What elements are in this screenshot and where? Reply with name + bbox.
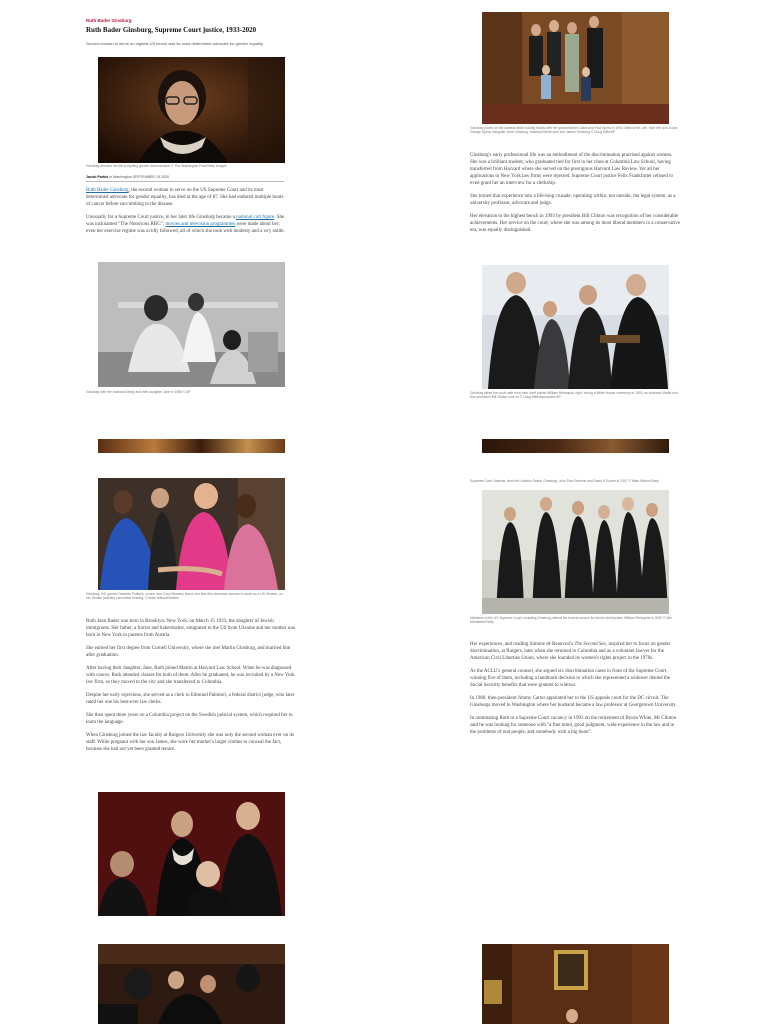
- article-kicker[interactable]: Ruth Bader Ginsburg: [86, 18, 132, 23]
- book-title-the-second-sex: The Second Sex: [574, 642, 606, 647]
- national-cult-figure-link[interactable]: national cult figure: [236, 215, 275, 220]
- ruth-bader-ginsburg-link[interactable]: Ruth Bader Ginsburg: [86, 188, 129, 193]
- photo-court-ceremony[interactable]: [98, 944, 285, 1024]
- photo-justices-funeral[interactable]: [482, 490, 669, 614]
- author-name[interactable]: Jacob Parkis: [86, 175, 109, 179]
- article-title: Ruth Bader Ginsburg, Supreme Court justice, 1933-2020: [86, 26, 257, 34]
- paragraph-7: She then spent three years on a Columbia project on the Swedish judicial system, which required her to learn the language.: [86, 713, 293, 725]
- paragraph-r1: Ginsburg's early professional life was an embodiment of the discrimination practised against women. She was a brilliant student, who graduated tied for first in her class at Columbia Law School, having transferred from Harvard where she served on the prestigious Harvard Law Review. Yet all her applications to New York law firms were rejected. Supreme Court justice Felix Frankfurter refused to even grant her an interview for a clerkship.: [470, 153, 674, 186]
- paragraph-r2: She turned that experience into a life-long crusade, operating within, not outside, the legal system, as a university professor, advocate and judge.: [470, 194, 676, 206]
- photo-strip-left[interactable]: [98, 439, 285, 453]
- byline-divider: [86, 181, 284, 182]
- paragraph-r5: As the ACLU's general counsel, she argued six discrimination cases in front of the Supreme Court, winning five of them, including a landmark decision in which she represented a widower denied the Social Security benefits that were granted to widows.: [470, 669, 670, 688]
- photo-family-group[interactable]: [482, 12, 669, 124]
- paragraph-r3: Her elevation to the highest bench in 1993 by president Bill Clinton was recognition of her considerable achievements. Her service on the court, where she was among its most liberal members in a conservative era, was equally distinguished.: [470, 214, 680, 233]
- biography-text: [86, 618, 298, 753]
- paragraph-5: After having their daughter, Jane, Ruth joined Martin at Harvard Law School. When he was diagnosed with cancer, Ruth attended classes for both of them. After he graduated, he was recruited by a New York law firm, so they moved to the city and she transferred to Columbia.: [86, 666, 295, 685]
- byline: [86, 175, 286, 179]
- paragraph-r6: In 1980, then-president Jimmy Carter appointed her to the US appeals court for the DC circuit. The Ginsburgs moved to Washington where her husband became a law professor at Georgetown University.: [470, 696, 677, 708]
- caption-portrait: Ginsburg devoted her life to fighting gender discrimination © The Washington Post/Getty Images: [86, 164, 227, 168]
- caption-family-group: Ginsburg poses for the camera while holding hands with her grandchildren Clara and Paul Spera in 1993. Behind her, are, from left: son-in-law George Spera, daughter Jane Ginsburg, husband Martin and son James Ginsburg © Doug Mills/AP: [470, 126, 678, 134]
- photo-family-bw[interactable]: [98, 262, 285, 387]
- photo-swearing-in[interactable]: [482, 265, 669, 389]
- paragraph-r4-a: Her experiences, and reading Simone de Beauvoir's: [470, 642, 575, 647]
- paragraph-2-c: were made about her; even her exercise regime was avidly followed, all of which she took with modesty and a wry smile.: [86, 222, 285, 234]
- photo-greeting[interactable]: [98, 478, 285, 590]
- paragraph-8: When Ginsburg joined the law faculty at Rutgers University she was only the second woman ever on its staff. While pregnant with her son James, she wore her mother's larger clothes to conceal the fact, because she had not yet been granted tenure.: [86, 733, 295, 752]
- caption-justices-2007: Supreme Court Justices, from left: Antonin Scalia, Ginsburg, John Paul Stevens and David H Souter in 2007 © Mark Wilson/Getty: [470, 479, 659, 483]
- photo-ginsburg-portrait[interactable]: [98, 57, 285, 163]
- career-text: [470, 152, 680, 234]
- photo-office-portrait[interactable]: [482, 944, 669, 1024]
- movies-tv-link[interactable]: movies and television programmes: [165, 222, 236, 227]
- paragraph-2-a: Unusually for a Supreme Court justice, in her later life Ginsburg became a: [86, 215, 237, 220]
- intro-text: [86, 187, 286, 235]
- photo-strip-right[interactable]: [482, 439, 669, 453]
- caption-greeting: Ginsburg, left, greets Charlotte Puttilein, centre, and Carol Moseley Braun, the first Afro-American woman to serve as a US Senator, on her Senate judiciary committee hearing, © Mark Wilson/Reuters: [86, 592, 283, 600]
- paragraph-3: Ruth Joan Bader was born in Brooklyn, New York, on March 15 1933, the daughter of Jewish immigrants. Her father, a furrier and haberdasher, emigrated to the US from Ukraine and her mother was born in New York to parents from Austria.: [86, 619, 296, 638]
- paragraph-6: Despite her early rejections, she served as a clerk to Edmund Palmieri, a federal district judge, who later rated her one his best-ever law clerks.: [86, 693, 295, 705]
- paragraph-r4-b: , inspired her to focus on gender discrimination, at Rutgers, later when she returned to Columbia and as a volunteer lawyer for the American Civil Liberties Union, where she founded its women's rights project in the 1970s.: [470, 642, 671, 661]
- paragraph-2: [86, 214, 286, 235]
- article-subtitle: Second woman to serve on highest US bench was its most determined advocate for gender equality: [86, 41, 263, 46]
- caption-swearing-in: Ginsburg takes the court oath from then chief justice William Rehnquist, right, during a White House ceremony in 1993, as husband Martin and then president Bill Clinton look on © Doug Mills/Associated AP: [470, 391, 678, 399]
- caption-funeral: Members of the US Supreme Court, including Ginsburg, attend the funeral service for former chief justice William Rehnquist in 2005 © Win McNamee/Getty: [470, 616, 672, 624]
- advocacy-text: [470, 641, 680, 736]
- paragraph-1: [86, 187, 286, 208]
- paragraph-1-text: , the second woman to serve on the US Supreme Court and its most determined advocate for gender equality, has died at the age of 87. She had endured multiple bouts of cancer before succumbing to the disease.: [86, 188, 284, 207]
- photo-justices-robes[interactable]: [98, 792, 285, 916]
- location-date: in Washington SEPTEMBER 19 2020: [108, 175, 169, 179]
- paragraph-2-b: . She was nicknamed "The Notorious RBG";: [86, 215, 285, 227]
- paragraph-r4: [470, 641, 680, 662]
- paragraph-4: She earned her first degree from Cornell University, where she met Martin Ginsburg, and married him after graduation.: [86, 646, 291, 658]
- paragraph-r7: In nominating Ruth to a Supreme Court vacancy in 1993 on the retirement of Byron White, Mr Clinton said he was looking for someone with "a fine mind, good judgment, wide experience in the law and in the problems of real people, and somebody with a big heart".: [470, 716, 677, 735]
- caption-family: Ginsburg with her husband Marty and their daughter Jane in 1958 © AP: [86, 390, 191, 394]
